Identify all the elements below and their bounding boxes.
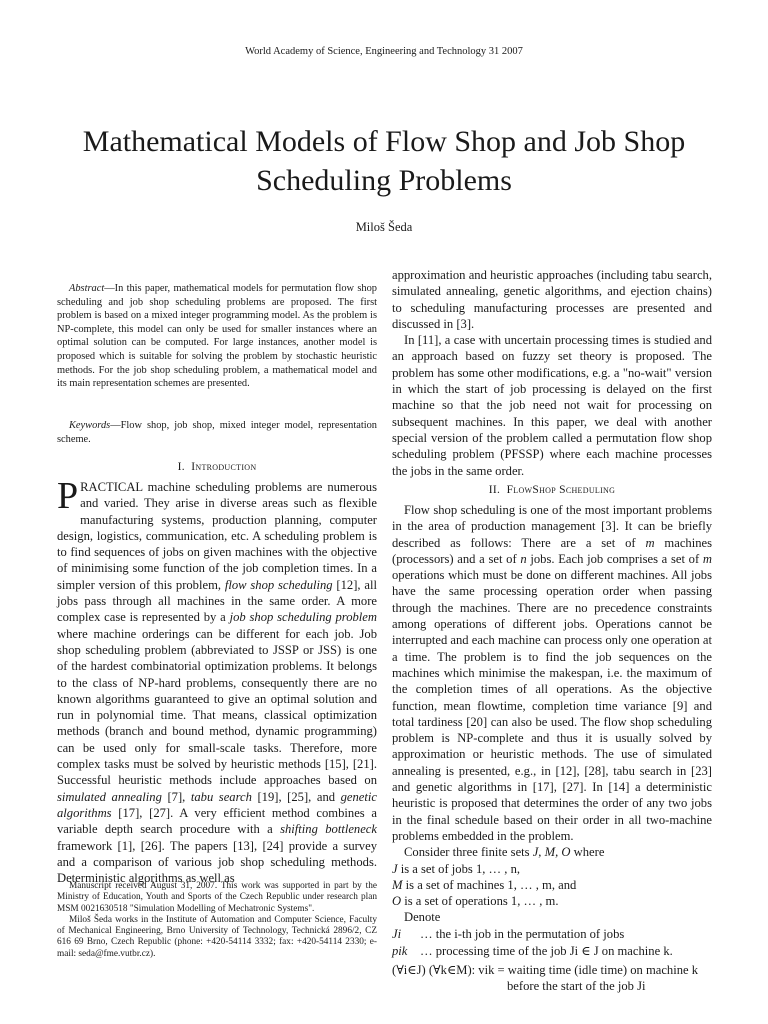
keywords-label: Keywords: [69, 420, 111, 431]
author-name: Miloš Šeda: [355, 220, 413, 234]
paragraph: In [11], a case with uncertain processing times is studied and an approach based on fuzzy set theory is proposed. The problem has some other modifications, e.g. a "no-wait" version in which the start of job processing is delayed on the first machine so that the job need not wait for processing on subsequent machines. In this paper, we deal with another special version of the problem called a permutation flow shop scheduling problem (PFSSP) where each machine processes the jobs in the same order.: [392, 333, 712, 478]
paper-title: Mathematical Models of Flow Shop and Job Shop Scheduling Problems: [82, 125, 686, 197]
abstract-text: —In this paper, mathematical models for permutation flow shop scheduling and job shop scheduling problems are proposed. The first problem is based on a mixed integer programming model. As the problem is NP-complete, this model can only be used for smaller instances where an optimal solution can be computed. For large instances, another model is proposed which is suitable for solving the problem by stochastic heuristic methods. For the job shop scheduling problem, a mathematical model and its main representation schemes are presented.: [57, 283, 377, 390]
drop-cap: P: [57, 475, 79, 517]
definition-pik: pik … processing time of the job Ji ∈ J on machine k.: [392, 943, 673, 958]
paragraph: approximation and heuristic approaches (including tabu search, simulated annealing, genetic algorithms, and ejection chains) to scheduling manufacturing processes are presented and discussed in [3].: [392, 268, 712, 331]
keywords: [57, 419, 377, 446]
abstract-label: Abstract: [69, 283, 105, 294]
footnote-manuscript: Manuscript received August 31, 2007. This work was supported in part by the Ministry of Education, Youth and Sports of the Czech Republic under research plan MSM 0021630518 "Simulation Modelling of Mechatronic Systems".: [57, 881, 377, 914]
flowshop-body: Flow shop scheduling is one of the most important problems in the area of production management [3]. It can be briefly described as follows: There are a set of m machines (processors) and a set of n jobs. Each job comprises a set of m operations which must be done on different machines. All jobs have the same processing operation order when passing through the machines. There are no precedence constraints among operations of different jobs. Operations cannot be interrupted and each machine can process only one operation at a time. The problem is to find the job sequences on the machines which minimise the makespan, i.e. the maximum of the completion times of all operations. As the objective function, mean flowtime, completion time variance [9] and total tardiness [20] can also be used. The flow shop scheduling problem is NP-complete and thus it is usually solved by approximation or heuristic methods. The use of simulated annealing is presented, e.g., in [12], [28], tabu search in [23] and genetic algorithms in [17], [27]. In [14] a deterministic heuristic is proposed that determines the order of any two jobs in the final schedule based on their order in all two-machine problems embedded in the problem. Consider three finite sets J, M, O where J is a set of jobs 1, … , n, M is a set of machines 1, … , m, and O is a set of operations 1, … , m. Denote Ji … the i-th job in the permutation of jobs pik … processing time of the job Ji ∈ J on machine k. (∀i∈J) (∀k∈M): vik = waiting time (idle time) on machine k before the start of the job Ji: [392, 503, 712, 993]
section-number: I.: [177, 461, 185, 473]
definition-ji: Ji … the i-th job in the permutation of jobs: [392, 926, 625, 941]
section-heading-flowshop: [392, 484, 712, 496]
definition-vik: (∀i∈J) (∀k∈M): vik = waiting time (idle time) on machine k before the start of the job Ji: [392, 962, 699, 993]
footnotes: [57, 881, 377, 960]
section-heading-introduction: [57, 461, 377, 473]
abstract: [57, 282, 377, 391]
section-title: Introduction: [191, 461, 257, 473]
right-column-text: [392, 267, 712, 479]
footnote-author: Miloš Šeda works in the Institute of Automation and Computer Science, Faculty of Mechanical Engineering, Brno University of Technology, Technická 2896/2, CZ 616 69 Brno, Czech Republic (phone: +420-54114 3332; fax: +420-54114 2330; e-mail: seda@fme.vutbr.cz).: [57, 914, 377, 959]
introduction-body: PRACTICAL machine scheduling problems are numerous and varied. They arise in diverse areas such as flexible manufacturing systems, production planning, computer design, logistics, communication, etc. A scheduling problem is to find sequences of jobs on given machines with the objective of minimising some function of the job completion times. In a simpler version of this problem, flow shop scheduling [12], all jobs pass through all machines in the same order. A more complex case is represented by a job shop scheduling problem where machine orderings can be different for each job. Job shop scheduling problem (abbreviated to JSSP or JSS) is one of the hardest combinatorial optimization problems. It belongs to the class of NP-hard problems, consequently there are no known algorithms guaranteed to give an optimal solution and run in polynomial time. That means, classical optimization methods (branch and bound method, dynamic programming) can be used only for small-scale tasks. Therefore, more complex tasks must be solved by heuristic methods [15], [21]. Successful heuristic methods include approaches based on simulated annealing [7], tabu search [19], [25], and genetic algorithms [17], [27]. A very efficient method combines a variable depth search procedure with a shifting bottleneck framework [1], [26]. The papers [13], [24] provide a survey and a comparison of various job shop scheduling methods. Deterministic algorithms as well as: [57, 475, 377, 886]
section-title: FlowShop Scheduling: [506, 484, 616, 496]
journal-header: World Academy of Science, Engineering and Technology 31 2007: [245, 46, 523, 57]
keywords-text: —Flow shop, job shop, mixed integer model, representation scheme.: [57, 420, 377, 445]
section-number: II.: [488, 484, 501, 496]
